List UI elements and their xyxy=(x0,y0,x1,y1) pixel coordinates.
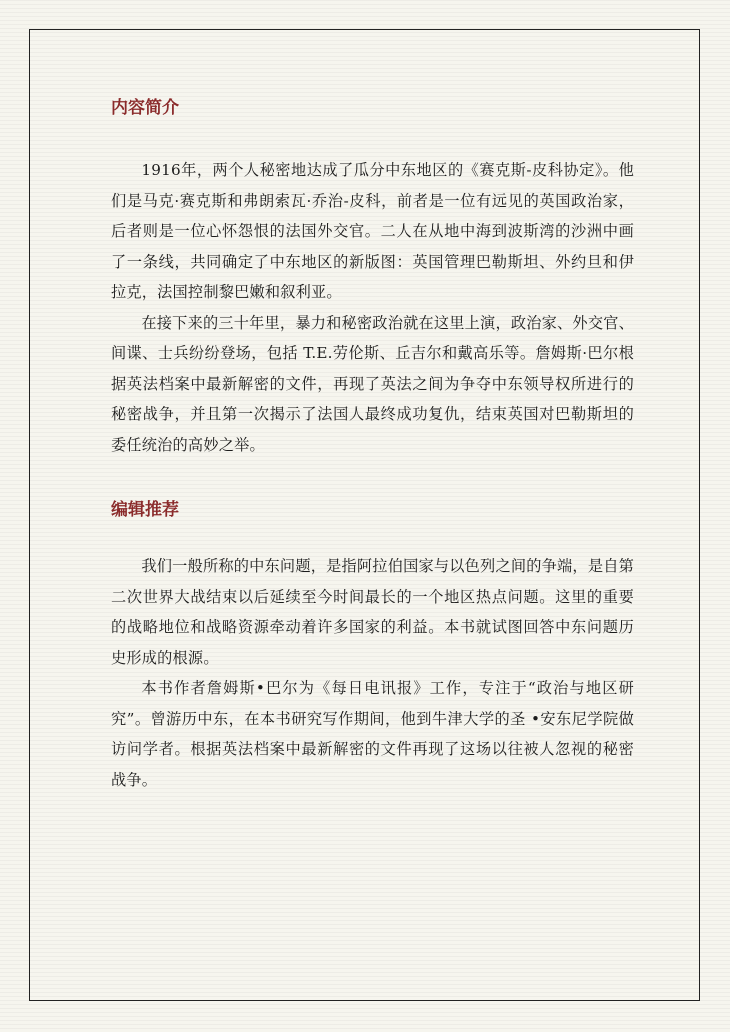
recommendation-paragraph-1: 我们一般所称的中东问题，是指阿拉伯国家与以色列之间的争端，是自第二次世界大战结束以后延续至今时间最长的一个地区热点问题。这里的重要的战略地位和战略资源牵动着许多国家的利益。本书就试图回答中东问题历史形成的根源。 xyxy=(111,557,634,667)
summary-paragraph-1: 1916年，两个人秘密地达成了瓜分中东地区的《赛克斯-皮科协定》。他们是马克·赛克斯和弗朗索瓦·乔治-皮科，前者是一位有远见的英国政治家，后者则是一位心怀怨恨的法国外交官。二人在从地中海到波斯湾的沙洲中画了一条线，共同确定了中东地区的新版图：英国管理巴勒斯坦、外约旦和伊拉克，法国控制黎巴嫩和叙利亚。 xyxy=(111,161,634,301)
recommendation-paragraph-2: 本书作者詹姆斯•巴尔为《每日电讯报》工作，专注于“政治与地区研究”。曾游历中东，在本书研究写作期间，他到牛津大学的圣 •安东尼学院做访问学者。根据英法档案中最新解密的文件再现了这场以往被人忽视的秘密战争。 xyxy=(111,679,634,789)
section-heading-editor-recommendation: 编辑推荐 xyxy=(111,500,179,520)
summary-paragraph-2: 在接下来的三十年里，暴力和秘密政治就在这里上演，政治家、外交官、间谍、士兵纷纷登场，包括 T.E.劳伦斯、丘吉尔和戴高乐等。詹姆斯·巴尔根据英法档案中最新解密的文件，再现了英法之间为争夺中东领导权所进行的秘密战争，并且第一次揭示了法国人最终成功复仇，结束英国对巴勒斯坦的委任统治的高妙之举。 xyxy=(111,313,634,454)
document-body xyxy=(111,94,634,795)
section-heading-summary: 内容简介 xyxy=(111,98,179,118)
